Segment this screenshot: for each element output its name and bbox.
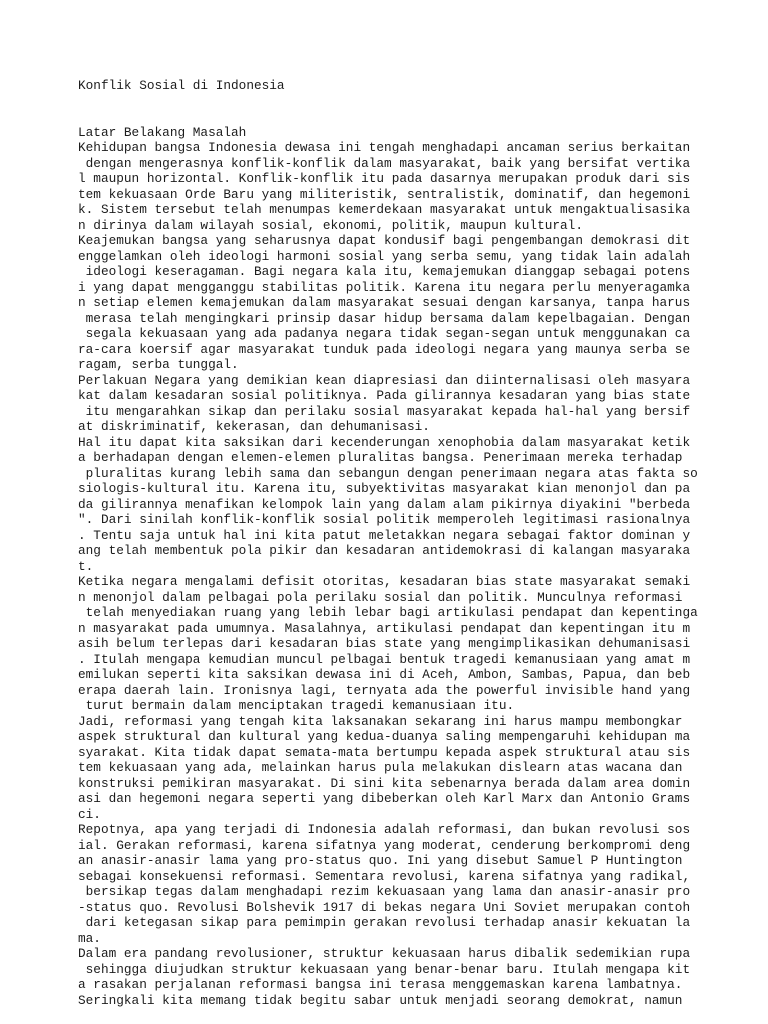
text-line: ial. Gerakan reformasi, karena sifatnya yang moderat, cenderung berkompromi deng xyxy=(78,837,691,853)
text-line: ma. xyxy=(78,930,101,946)
title-spacer xyxy=(78,94,738,125)
text-line: a berhadapan dengan elemen-elemen pluralitas bangsa. Penerimaan mereka terhadap xyxy=(78,450,683,465)
text-line: i yang dapat mengganggu stabilitas politik. Karena itu negara perlu menyeragamka xyxy=(78,279,691,295)
text-line: Kehidupan bangsa Indonesia dewasa ini tengah menghadapi ancaman serius berkaitan xyxy=(78,140,691,155)
paragraph-6 xyxy=(78,714,738,823)
text-line: Seringkali kita memang tidak begitu sabar untuk menjadi seorang demokrat, namun xyxy=(78,992,683,1008)
text-line: enggelamkan oleh ideologi harmoni sosial yang serba semu, yang tidak lain adalah xyxy=(78,248,691,264)
paragraph-2 xyxy=(78,233,738,373)
text-line: kat dalam kesadaran sosial politiknya. Pada gilirannya kesadaran yang bias state xyxy=(78,388,691,403)
text-line: segala kekuasaan yang ada padanya negara tidak segan-segan untuk menggunakan ca xyxy=(78,326,691,341)
text-line: aspek struktural dan kultural yang kedua-duanya saling mempengaruhi kehidupan ma xyxy=(78,729,691,744)
text-line: emilukan seperti kita saksikan dewasa ini di Aceh, Ambon, Sambas, Papua, dan beb xyxy=(78,667,691,682)
text-line: sehingga diujudkan struktur kekuasaan yang benar-benar baru. Itulah mengapa kit xyxy=(78,961,691,977)
text-line: Ketika negara mengalami defisit otoritas, kesadaran bias state masyarakat semaki xyxy=(78,574,691,589)
text-line: tem kekuasaan Orde Baru yang militeristik, sentralistik, dominatif, dan hegemoni xyxy=(78,186,691,202)
text-line: da gilirannya menafikan kelompok lain yang dalam alam pikirnya diyakini "berbeda xyxy=(78,496,691,512)
section-heading: Latar Belakang Masalah xyxy=(78,124,247,140)
text-line: . Itulah mengapa kemudian muncul pelbagai bentuk tragedi kemanusiaan yang amat m xyxy=(78,651,691,667)
text-line: asi dan hegemoni negara seperti yang dibeberkan oleh Karl Marx dan Antonio Grams xyxy=(78,791,691,806)
text-line: -status quo. Revolusi Bolshevik 1917 di bekas negara Uni Soviet merupakan contoh xyxy=(78,899,691,915)
text-line: siologis-kultural itu. Karena itu, subyektivitas masyarakat kian menonjol dan pa xyxy=(78,481,691,496)
text-line: merasa telah mengingkari prinsip dasar hidup bersama dalam kepelbagaian. Dengan xyxy=(78,310,691,326)
text-line: ideologi keseragaman. Bagi negara kala itu, kemajemukan dianggap sebagai potens xyxy=(78,264,691,279)
text-line: Repotnya, apa yang terjadi di Indonesia adalah reformasi, dan bukan revolusi sos xyxy=(78,822,691,837)
text-line: Dalam era pandang revolusioner, struktur kekuasaan harus dibalik sedemikian rupa xyxy=(78,946,691,961)
paragraph-3 xyxy=(78,373,738,435)
text-line: n masyarakat pada umumnya. Masalahnya, artikulasi pendapat dan kepentingan itu m xyxy=(78,620,691,636)
paragraph-5 xyxy=(78,574,738,714)
text-line: telah menyediakan ruang yang lebih lebar bagi artikulasi pendapat dan kepentinga xyxy=(78,605,698,620)
text-line: ang telah membentuk pola pikir dan kesadaran antidemokrasi di kalangan masyaraka xyxy=(78,543,691,558)
text-line: itu mengarahkan sikap dan perilaku sosial masyarakat kepada hal-hal yang bersif xyxy=(78,403,691,419)
paragraph-1 xyxy=(78,140,738,233)
text-line: dengan mengerasnya konflik-konflik dalam masyarakat, baik yang bersifat vertika xyxy=(78,155,691,171)
text-line: n setiap elemen kemajemukan dalam masyarakat sesuai dengan karsanya, tanpa harus xyxy=(78,295,691,310)
text-line: an anasir-anasir lama yang pro-status quo. Ini yang disebut Samuel P Huntington xyxy=(78,853,683,868)
text-line: Perlakuan Negara yang demikian kean diapresiasi dan diinternalisasi oleh masyara xyxy=(78,372,691,388)
document-title: Konflik Sosial di Indonesia xyxy=(78,78,285,93)
text-line: Jadi, reformasi yang tengah kita laksanakan sekarang ini harus mampu membongkar xyxy=(78,713,683,729)
text-line: ". Dari sinilah konflik-konflik sosial politik memperoleh legitimasi rasionalnya xyxy=(78,512,691,527)
text-line: dari ketegasan sikap para pemimpin gerakan revolusi terhadap anasir kekuatan la xyxy=(78,915,691,930)
text-line: turut bermain dalam menciptakan tragedi kemanusiaan itu. xyxy=(78,698,515,713)
text-line: Keajemukan bangsa yang seharusnya dapat kondusif bagi pengembangan demokrasi dit xyxy=(78,233,691,248)
document-page xyxy=(78,78,738,1008)
paragraph-9 xyxy=(78,993,738,1009)
text-line: at diskriminatif, kekerasan, dan dehumanisasi. xyxy=(78,419,430,434)
text-line: k. Sistem tersebut telah menumpas kemerdekaan masyarakat untuk mengaktualisasika xyxy=(78,202,691,217)
text-line: bersikap tegas dalam menghadapi rezim kekuasaan yang lama dan anasir-anasir pro xyxy=(78,884,691,899)
text-line: . Tentu saja untuk hal ini kita patut meletakkan negara sebagai faktor dominan y xyxy=(78,527,691,543)
text-line: asih belum terlepas dari kesadaran bias state yang mengimplikasikan dehumanisasi xyxy=(78,636,691,651)
text-line: t. xyxy=(78,558,94,574)
text-line: erapa daerah lain. Ironisnya lagi, ternyata ada the powerful invisible hand yang xyxy=(78,682,691,698)
text-line: l maupun horizontal. Konflik-konflik itu pada dasarnya merupakan produk dari sis xyxy=(78,171,691,186)
text-line: ragam, serba tunggal. xyxy=(78,357,239,372)
text-line: syarakat. Kita tidak dapat semata-mata bertumpu kepada aspek struktural atau sis xyxy=(78,744,691,760)
text-line: Hal itu dapat kita saksikan dari kecenderungan xenophobia dalam masyarakat ketik xyxy=(78,434,691,450)
text-line: sebagai konsekuensi reformasi. Sementara revolusi, karena sifatnya yang radikal, xyxy=(78,868,691,884)
text-line: ci. xyxy=(78,806,101,822)
text-line: ra-cara koersif agar masyarakat tunduk pada ideologi negara yang maunya serba se xyxy=(78,341,691,357)
text-line: konstruksi pemikiran masyarakat. Di sini kita sebenarnya berada dalam area domin xyxy=(78,775,691,791)
text-line: tem kekuasaan yang ada, melainkan harus pula melakukan dislearn atas wacana dan xyxy=(78,760,683,775)
text-line: a rasakan perjalanan reformasi bangsa ini terasa menggemaskan karena lambatnya. xyxy=(78,977,683,992)
text-line: n dirinya dalam wilayah sosial, ekonomi, politik, maupun kultural. xyxy=(78,217,583,233)
paragraph-4 xyxy=(78,435,738,575)
paragraph-8 xyxy=(78,946,738,993)
text-line: pluralitas kurang lebih sama dan sebangun dengan penerimaan negara atas fakta so xyxy=(78,465,698,481)
paragraph-7 xyxy=(78,822,738,946)
text-line: n menonjol dalam pelbagai pola perilaku sosial dan politik. Munculnya reformasi xyxy=(78,589,683,605)
